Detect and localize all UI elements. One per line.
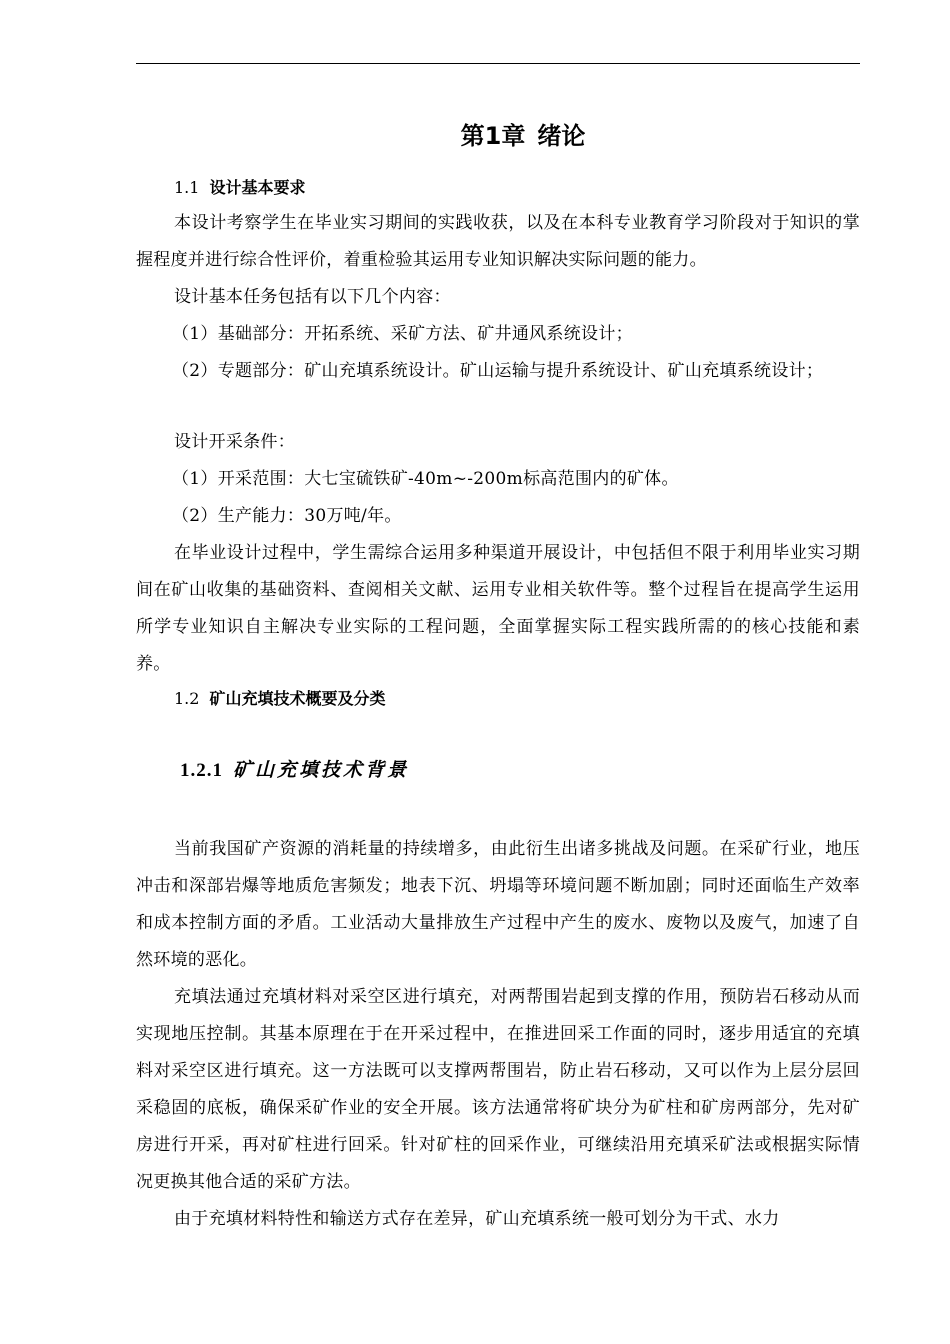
section-title: 矿山充填技术概要及分类 (209, 689, 386, 708)
section-number: 1.2 (174, 689, 200, 708)
paragraph-background: 当前我国矿产资源的消耗量的持续增多，由此衍生出诸多挑战及问题。在采矿行业，地压冲击和深部岩爆等地质危害频发；地表下沉、坍塌等环境问题不断加剧；同时还面临生产效率和成本控制方面的矛盾。工业活动大量排放生产过程中产生的废水、废物以及废气，加速了自然环境的恶化。 (136, 839, 860, 970)
chapter-name: 绪论 (537, 122, 586, 150)
chapter-number: 1 (484, 122, 502, 150)
subsection-number: 1.2.1 (180, 760, 223, 781)
chapter-prefix: 第 (460, 122, 485, 150)
chapter-title (0, 118, 950, 154)
chapter-suffix: 章 (501, 122, 526, 150)
paragraph-system-classification: 由于充填材料特性和输送方式存在差异，矿山充填系统一般可划分为干式、水力 (174, 1209, 780, 1229)
condition-item: （1）开采范围：大七宝硫铁矿-40m~-200m标高范围内的矿体。 (172, 469, 679, 489)
section-heading-1-1 (174, 176, 305, 200)
section-number: 1.1 (174, 178, 200, 197)
subsection-heading-1-2-1 (180, 756, 409, 785)
section-title: 设计基本要求 (209, 178, 306, 197)
section-heading-1-2 (174, 687, 385, 711)
paragraph-design-intro: 本设计考察学生在毕业实习期间的实践收获，以及在本科专业教育学习阶段对于知识的掌握程度并进行综合性评价，着重检验其运用专业知识解决实际问题的能力。 (136, 213, 860, 270)
task-item: （1）基础部分：开拓系统、采矿方法、矿井通风系统设计； (172, 324, 633, 344)
header-rule (136, 63, 860, 64)
condition-item: （2）生产能力：30万吨/年。 (172, 506, 402, 526)
subsection-title: 矿山充填技术背景 (233, 759, 410, 781)
conditions-heading: 设计开采条件： (174, 432, 296, 452)
tasks-heading: 设计基本任务包括有以下几个内容： (174, 287, 451, 307)
paragraph-filling-method: 充填法通过充填材料对采空区进行填充，对两帮围岩起到支撑的作用，预防岩石移动从而实现地压控制。其基本原理在于在开采过程中，在推进回采工作面的同时，逐步用适宜的充填料对采空区进行填充。这一方法既可以支撑两帮围岩，防止岩石移动，又可以作为上层分层回采稳固的底板，确保采矿作业的安全开展。该方法通常将矿块分为矿柱和矿房两部分，先对矿房进行开采，再对矿柱进行回采。针对矿柱的回采作业，可继续沿用充填采矿法或根据实际情况更换其他合适的采矿方法。 (136, 987, 860, 1192)
task-item: （2）专题部分：矿山充填系统设计。矿山运输与提升系统设计、矿山充填系统设计； (172, 361, 824, 381)
paragraph-design-process: 在毕业设计过程中，学生需综合运用多种渠道开展设计，中包括但不限于利用毕业实习期间在矿山收集的基础资料、查阅相关文献、运用专业相关软件等。整个过程旨在提高学生运用所学专业知识自主解决专业实际的工程问题，全面掌握实际工程实践所需的的核心技能和素养。 (136, 543, 860, 674)
